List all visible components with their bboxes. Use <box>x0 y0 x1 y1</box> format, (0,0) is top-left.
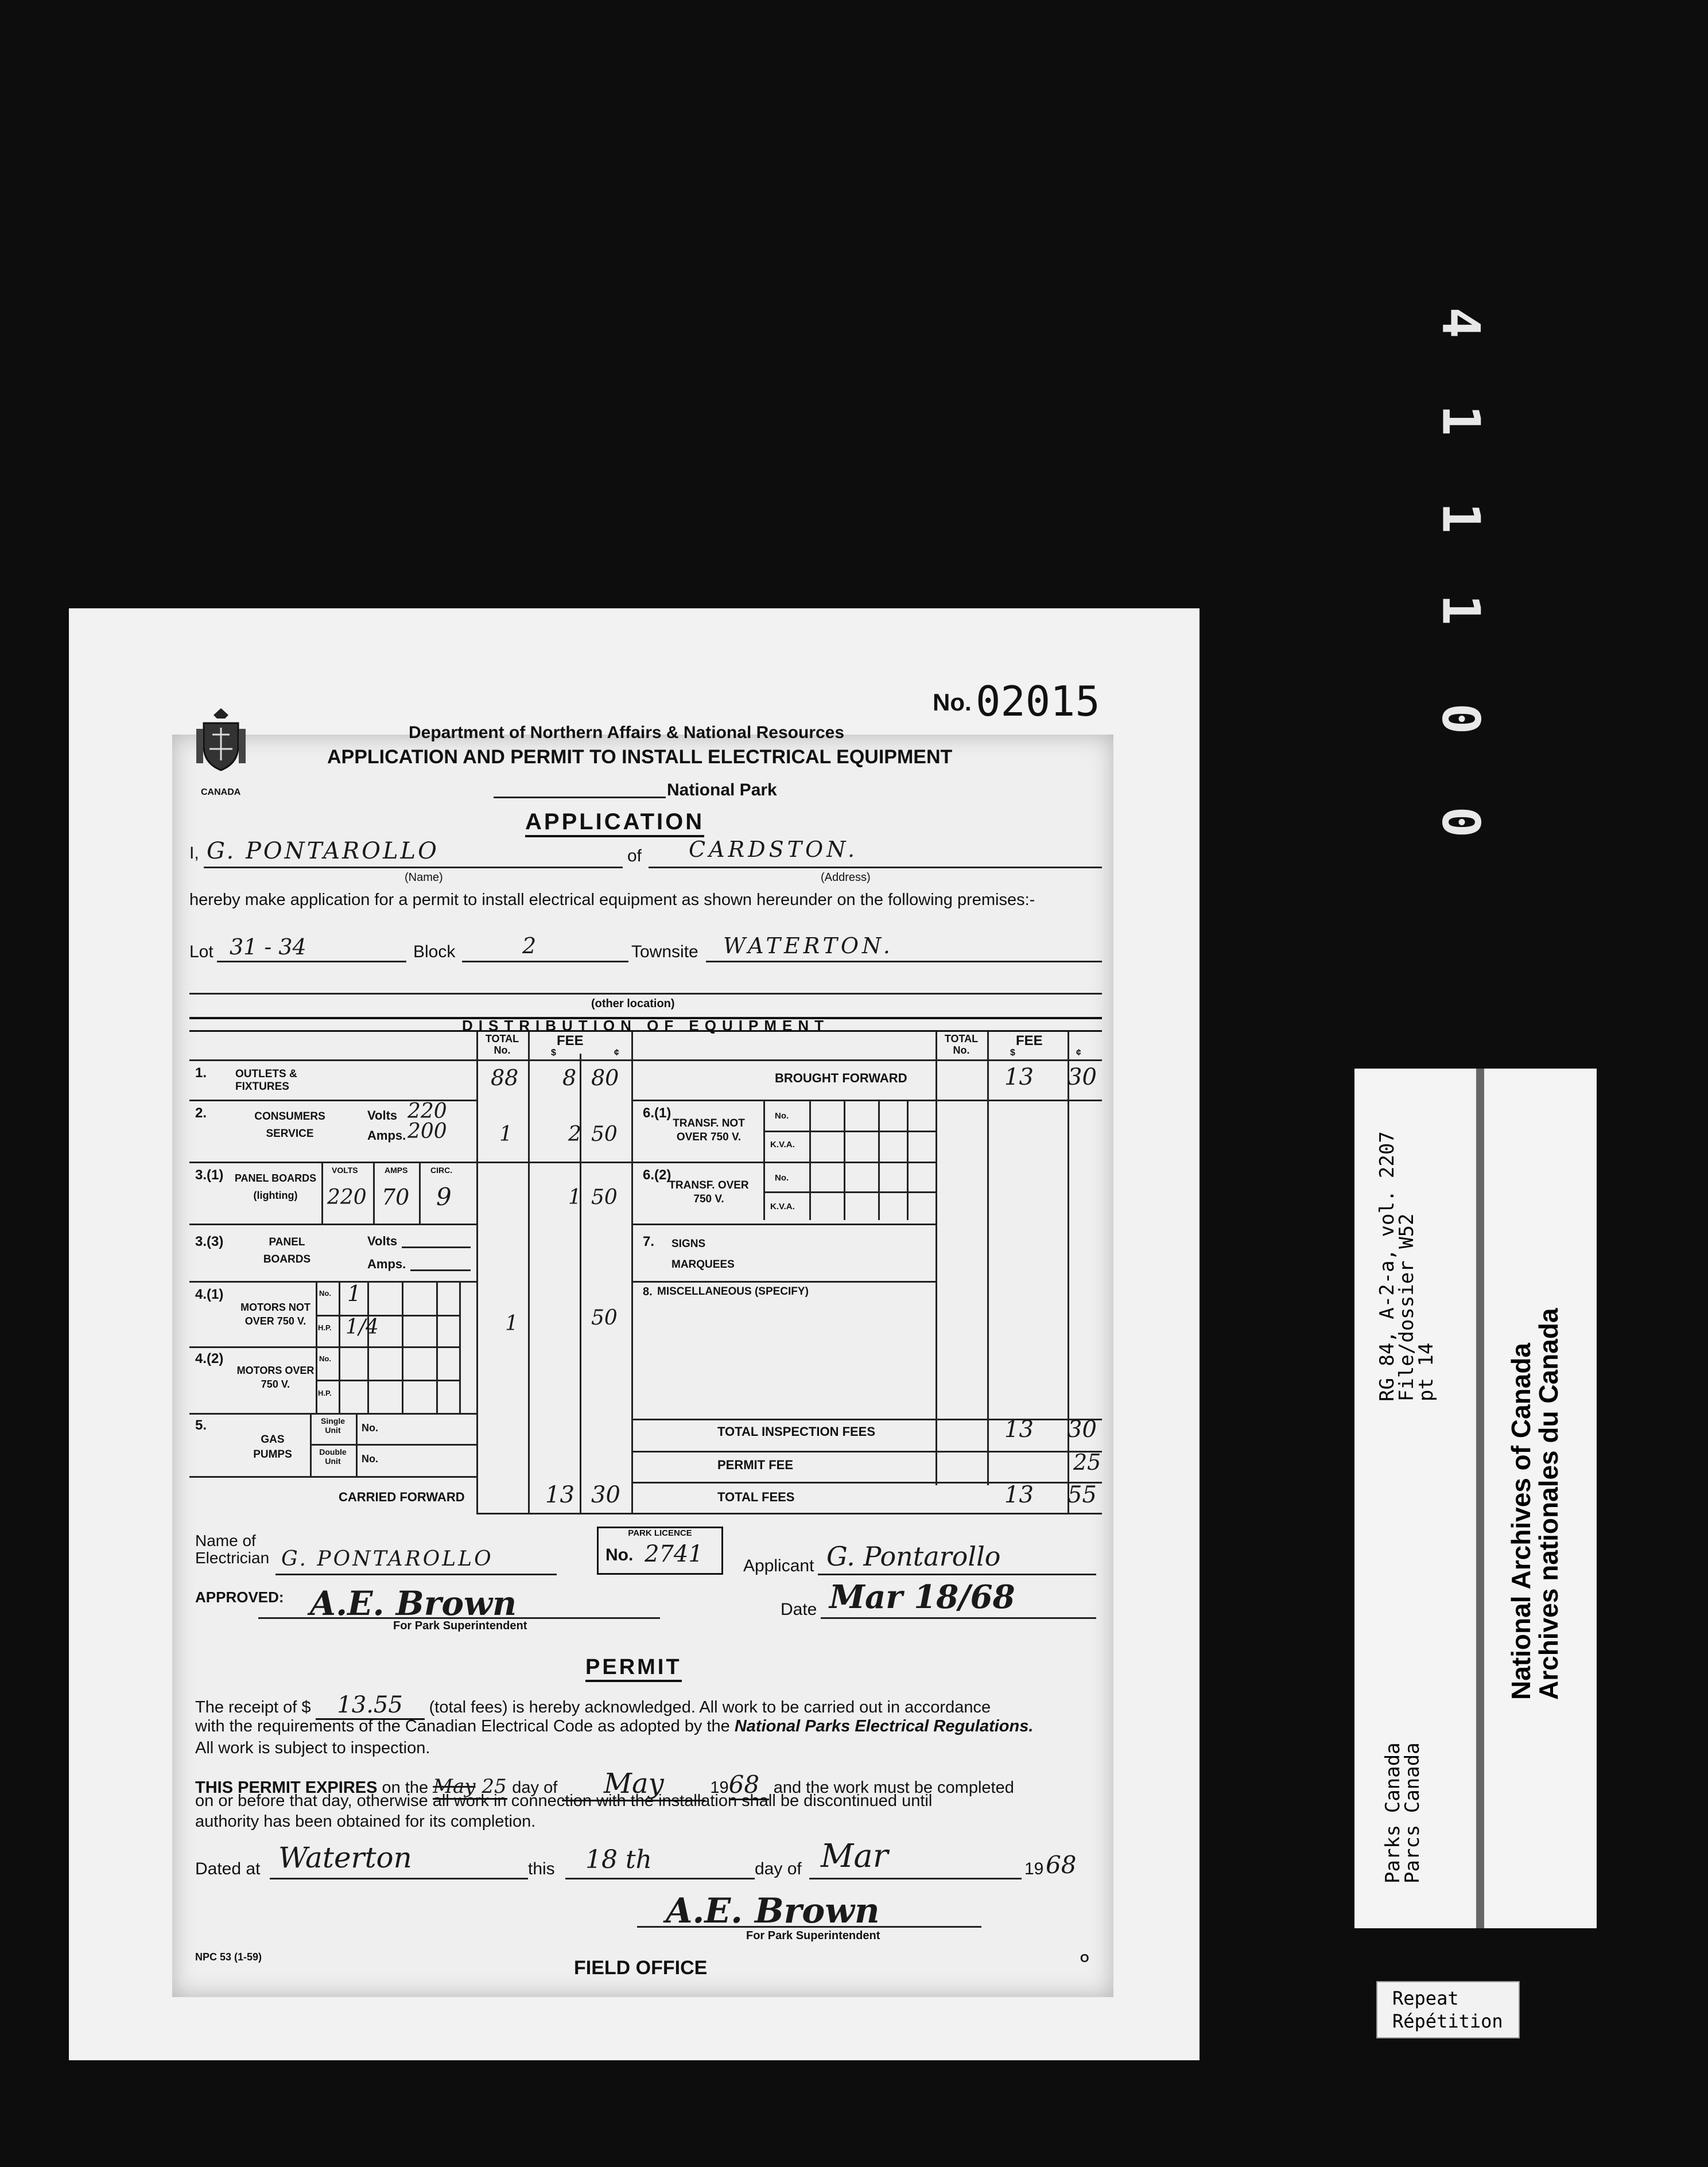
row61-label: TRANSF. NOT OVER 750 V. <box>673 1117 745 1143</box>
permit-fee-label: PERMIT FEE <box>717 1458 794 1472</box>
row41-total: 1 <box>505 1312 518 1335</box>
total-fees-label: TOTAL FEES <box>717 1490 795 1504</box>
row2-amps: 200 <box>407 1120 447 1143</box>
corner-mark: O <box>1080 1952 1089 1965</box>
row41-no: 1 <box>347 1281 362 1306</box>
col-total-no: TOTAL No. <box>485 1033 519 1056</box>
row62-num: 6.(2) <box>643 1167 671 1183</box>
archives-line: National Archives of Canada <box>1506 1342 1536 1700</box>
carried-forward-cents: 30 <box>591 1482 620 1508</box>
row61-no: No. <box>775 1111 789 1121</box>
for-superintendent-caption: For Park Superintendent <box>393 1620 527 1632</box>
parks-label-line: Parcs Canada <box>1401 1742 1424 1883</box>
row2-volts: 220 <box>407 1100 447 1123</box>
this-value: 18 th <box>585 1845 652 1874</box>
coat-of-arms-caption: CANADA <box>201 787 241 797</box>
row5-single-unit: Single Unit <box>320 1416 345 1435</box>
row31-amps-header: AMPS <box>385 1166 408 1175</box>
brought-forward-cents: 30 <box>1068 1064 1097 1090</box>
expires-day-of: day of <box>512 1778 558 1797</box>
repeat-line: Repeat <box>1392 1987 1459 2009</box>
col-fee: FEE <box>557 1033 584 1048</box>
expires-on: on the <box>382 1778 429 1797</box>
row62-label: TRANSF. OVER 750 V. <box>669 1179 749 1205</box>
row2-label: CONSUMERS SERVICE <box>254 1110 325 1140</box>
park-licence-label: PARK LICENCE <box>628 1528 692 1538</box>
year-prefix: 19 <box>1024 1859 1044 1878</box>
date-label: Date <box>781 1600 817 1619</box>
row7-num: 7. <box>643 1234 655 1249</box>
date-value: Mar 18/68 <box>829 1578 1015 1616</box>
reference-line: pt 14 <box>1415 1342 1438 1401</box>
row5-num: 5. <box>195 1418 207 1433</box>
frame-mark: 0 <box>1430 703 1491 735</box>
row5-no-1: No. <box>362 1422 378 1434</box>
licence-prefix: No. <box>605 1545 634 1564</box>
row1-dollars: 8 <box>562 1065 577 1090</box>
expires-month: May <box>562 1768 705 1801</box>
townsite-value: WATERTON. <box>723 933 894 958</box>
electrician-name: G. PONTAROLLO <box>281 1547 494 1571</box>
col-fee-right: FEE <box>1016 1033 1043 1048</box>
expires-year-prefix: 19 <box>710 1778 729 1797</box>
row42-num: 4.(2) <box>195 1351 224 1366</box>
row5-double-unit: Double Unit <box>319 1447 347 1466</box>
of-label: of <box>627 846 642 865</box>
archives-line: Archives nationales du Canada <box>1534 1308 1563 1700</box>
permit-heading: PERMIT <box>585 1655 682 1682</box>
row41-hp: 1/4 <box>346 1315 379 1339</box>
carried-forward-label: CARRIED FORWARD <box>339 1490 465 1504</box>
col-total-no-right: TOTAL No. <box>944 1033 979 1056</box>
reference-line: File/dossier W52 <box>1395 1213 1418 1401</box>
expires-text-2: and the work must be completed <box>773 1778 1014 1797</box>
row31-volts-header: VOLTS <box>332 1166 358 1175</box>
this-label: this <box>528 1859 555 1878</box>
address-caption: (Address) <box>821 871 871 884</box>
other-location-caption: (other location) <box>591 997 675 1010</box>
row8-label: MISCELLANEOUS (SPECIFY) <box>657 1286 809 1298</box>
row31-amps: 70 <box>382 1185 410 1210</box>
national-park-label: National Park <box>667 780 777 799</box>
frame-mark: 4 <box>1430 307 1491 339</box>
row33-label: PANEL BOARDS <box>263 1236 311 1265</box>
parks-label-text <box>1383 1742 1422 1883</box>
applicant-name: G. PONTAROLLO <box>207 838 439 864</box>
total-inspection-dollars: 13 <box>1004 1416 1034 1443</box>
row2-total: 1 <box>499 1123 513 1146</box>
reference-label <box>1354 1069 1476 1928</box>
frame-mark: 1 <box>1430 405 1491 436</box>
row31-num: 3.(1) <box>195 1167 224 1183</box>
reference-line: RG 84, A-2-a, vol. 2207 <box>1376 1131 1399 1401</box>
day-of-value: Mar <box>821 1838 888 1875</box>
applicant-address: CARDSTON. <box>689 837 859 862</box>
row31-dollars: 1 <box>568 1186 581 1209</box>
reference-text <box>1377 1131 1436 1401</box>
row2-cents: 50 <box>591 1123 618 1146</box>
lot-value: 31 - 34 <box>230 934 306 960</box>
col-dollar: $ <box>551 1048 556 1058</box>
total-fees-dollars: 13 <box>1004 1482 1034 1508</box>
row61-kva: K.V.A. <box>770 1140 795 1149</box>
receipt-text-2: (total fees) is hereby acknowledged. All work to be carried out in accordance <box>429 1698 991 1716</box>
col-dollar-right: $ <box>1010 1048 1015 1058</box>
row33-num: 3.(3) <box>195 1234 224 1249</box>
row42-no-label: No. <box>319 1354 331 1363</box>
distribution-table <box>189 1017 1102 1522</box>
row2-volts-label: Volts <box>367 1108 398 1123</box>
row31-circ-header: CIRC. <box>430 1166 453 1175</box>
col-cent: ¢ <box>614 1048 619 1058</box>
approved-signature: A.E. Brown <box>310 1584 517 1623</box>
dated-at-label: Dated at <box>195 1859 261 1878</box>
row1-num: 1. <box>195 1065 207 1081</box>
regulations-name: National Parks Electrical Regulations. <box>734 1717 1034 1735</box>
coat-of-arms-icon <box>195 706 247 780</box>
row33-volts-label: Volts <box>367 1234 398 1248</box>
row41-cents: 50 <box>591 1306 618 1330</box>
row7-label: SIGNS MARQUEES <box>671 1238 735 1271</box>
townsite-label: Townsite <box>631 942 698 961</box>
licence-number: 2741 <box>645 1541 703 1567</box>
field-office: FIELD OFFICE <box>574 1957 708 1979</box>
row31-label: PANEL BOARDS (lighting) <box>234 1172 317 1201</box>
department-name: Department of Northern Affairs & National Resources <box>409 723 845 742</box>
expires-text-4: authority has been obtained for its completion. <box>195 1812 536 1831</box>
applicant-prefix: I, <box>189 844 199 863</box>
expires-bold: THIS PERMIT EXPIRES <box>195 1778 378 1797</box>
applicant-signature: G. Pontarollo <box>826 1541 1001 1572</box>
row41-label: MOTORS NOT OVER 750 V. <box>240 1302 310 1327</box>
brought-forward-dollars: 13 <box>1004 1064 1034 1090</box>
expires-day: 25 <box>482 1775 507 1798</box>
row31-circ: 9 <box>436 1183 452 1211</box>
frame-mark: 0 <box>1430 806 1491 838</box>
archives-label <box>1484 1069 1597 1928</box>
receipt-line-2 <box>195 1717 1033 1736</box>
row42-hp-label: H.P. <box>318 1389 332 1397</box>
frame-mark: 1 <box>1430 502 1491 534</box>
receipt-text-3: with the requirements of the Canadian Electrical Code as adopted by the <box>195 1717 730 1735</box>
row8-num: 8. <box>643 1286 653 1298</box>
row61-num: 6.(1) <box>643 1105 671 1121</box>
permit-form <box>172 723 1113 1997</box>
brought-forward-label: BROUGHT FORWARD <box>775 1071 907 1085</box>
row5-no-2: No. <box>362 1453 378 1465</box>
block-value: 2 <box>522 933 537 958</box>
receipt-amount: 13.55 <box>316 1692 425 1720</box>
form-number: 02015 <box>976 677 1100 725</box>
applicant-label: Applicant <box>743 1556 814 1575</box>
row41-num: 4.(1) <box>195 1287 224 1302</box>
dated-at-value: Waterton <box>278 1841 412 1874</box>
row31-cents: 50 <box>591 1186 618 1209</box>
col-cent-right: ¢ <box>1076 1048 1081 1058</box>
row1-label: OUTLETS & FIXTURES <box>235 1068 297 1093</box>
park-licence-box <box>597 1527 723 1575</box>
row1-total: 88 <box>491 1065 519 1090</box>
row31-volts: 220 <box>327 1186 367 1209</box>
receipt-text-1: The receipt of $ <box>195 1698 311 1716</box>
label-divider <box>1476 1069 1484 1928</box>
archives-text <box>1507 1308 1562 1700</box>
expires-year: 68 <box>729 1770 769 1800</box>
frame-mark: 1 <box>1430 594 1491 626</box>
parks-label-line: Parks Canada <box>1381 1742 1404 1883</box>
block-label: Block <box>413 942 456 961</box>
repeat-tag <box>1376 1981 1520 2038</box>
form-number-label: No. <box>933 689 972 716</box>
form-title: APPLICATION AND PERMIT TO INSTALL ELECTRICAL EQUIPMENT <box>327 746 953 768</box>
application-statement: hereby make application for a permit to install electrical equipment as shown hereunder on the following premises:- <box>189 891 1035 909</box>
approved-label: APPROVED: <box>195 1589 284 1606</box>
row42-label: MOTORS OVER 750 V. <box>236 1365 315 1390</box>
row2-amps-label: Amps. <box>367 1128 406 1143</box>
total-inspection-label: TOTAL INSPECTION FEES <box>717 1424 876 1439</box>
permit-fee-cents: 25 <box>1073 1450 1101 1475</box>
row1-cents: 80 <box>591 1065 619 1090</box>
receipt-text-4: All work is subject to inspection. <box>195 1739 430 1757</box>
name-caption: (Name) <box>405 871 443 884</box>
row2-dollars: 2 <box>568 1123 581 1146</box>
row62-no: No. <box>775 1173 789 1183</box>
row41-hp-label: H.P. <box>318 1323 332 1332</box>
lot-label: Lot <box>189 942 214 961</box>
electrician-label: Name of Electrician <box>195 1532 270 1567</box>
final-signature: A.E. Brown <box>666 1891 880 1931</box>
application-heading: APPLICATION <box>525 809 704 837</box>
final-for-superintendent: For Park Superintendent <box>746 1929 880 1942</box>
row41-no-label: No. <box>319 1289 331 1298</box>
form-code: NPC 53 (1-59) <box>195 1951 262 1963</box>
year-value: 68 <box>1046 1851 1077 1879</box>
row33-amps-label: Amps. <box>367 1257 406 1271</box>
receipt-line-1 <box>195 1692 991 1720</box>
row5-label: GAS PUMPS <box>253 1434 292 1461</box>
row62-kva: K.V.A. <box>770 1202 795 1211</box>
total-inspection-cents: 30 <box>1068 1416 1097 1443</box>
carried-forward-dollars: 13 <box>545 1482 574 1508</box>
distribution-header: DISTRIBUTION OF EQUIPMENT <box>189 1019 1102 1032</box>
row2-num: 2. <box>195 1105 207 1121</box>
day-of-label: day of <box>755 1859 802 1878</box>
repeat-line: Répétition <box>1392 2010 1503 2032</box>
expires-text-3: on or before that day, otherwise all work in connection with the installation shall be discontinued until <box>195 1792 933 1810</box>
total-fees-cents: 55 <box>1068 1482 1097 1508</box>
expires-struck: May <box>433 1775 476 1798</box>
